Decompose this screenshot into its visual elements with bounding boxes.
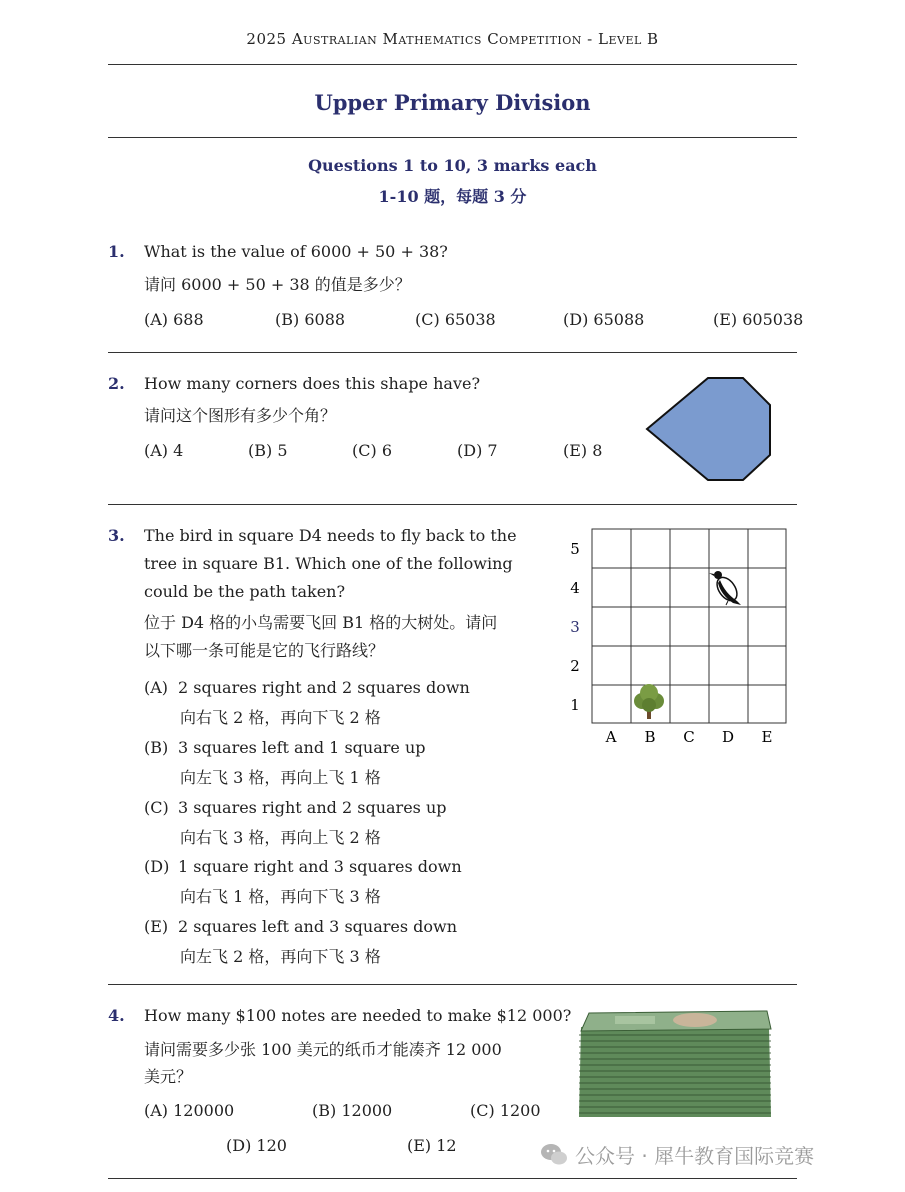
option-c-zh[interactable]: 向右飞 3 格，再向上飞 2 格 — [180, 828, 381, 847]
option-a[interactable]: (A) 4 — [144, 441, 184, 460]
option-a-zh[interactable]: 向右飞 2 格，再向下飞 2 格 — [180, 708, 381, 727]
option-c-en[interactable]: 3 squares right and 2 squares up — [178, 798, 447, 817]
option-c[interactable]: (C) 6 — [352, 441, 392, 460]
option-a-label[interactable]: (A) — [144, 678, 169, 697]
question-number: 3. — [108, 526, 125, 545]
option-a[interactable]: (A) 120000 — [144, 1101, 235, 1120]
option-b-zh[interactable]: 向左飞 3 格，再向上飞 1 格 — [180, 768, 381, 787]
option-e-en[interactable]: 2 squares left and 3 squares down — [178, 917, 458, 936]
option-e-zh[interactable]: 向左飞 2 格，再向下飞 3 格 — [180, 947, 381, 966]
watermark-text: 公众号 · 犀牛教育国际竞赛 — [575, 1143, 815, 1168]
question-text-zh: 请问这个图形有多少个角？ — [144, 406, 337, 425]
option-e[interactable]: (E) 605038 — [713, 310, 804, 329]
watermark — [539, 1140, 814, 1168]
bird-icon — [709, 571, 741, 605]
col-label-a: A — [605, 728, 617, 746]
grid-lines — [592, 529, 786, 723]
question-text-zh-line: 美元？ — [144, 1067, 193, 1086]
question-divider — [108, 1178, 797, 1179]
col-label-e: E — [761, 728, 773, 746]
question-number: 1. — [108, 242, 125, 261]
banknote-stack-image — [575, 1005, 775, 1125]
option-c[interactable]: (C) 65038 — [415, 310, 496, 329]
row-label-2: 2 — [570, 657, 580, 675]
question-number: 2. — [108, 374, 125, 393]
running-title: 2025 Australian Mathematics Competition - Level B — [246, 30, 659, 48]
option-b-en[interactable]: 3 squares left and 1 square up — [178, 738, 426, 757]
option-b[interactable]: (B) 12000 — [312, 1101, 393, 1120]
option-d[interactable]: (D) 120 — [226, 1136, 287, 1155]
option-e-label[interactable]: (E) — [144, 917, 169, 936]
option-a-en[interactable]: 2 squares right and 2 squares down — [178, 678, 470, 697]
option-d-label[interactable]: (D) — [144, 857, 170, 876]
row-label-5: 5 — [570, 540, 580, 558]
division-title: Upper Primary Division — [314, 90, 591, 115]
col-label-b: B — [644, 728, 656, 746]
tree-icon — [634, 684, 664, 719]
option-d[interactable]: (D) 65088 — [563, 310, 645, 329]
question-text-zh-line: 请问需要多少张 100 美元的纸币才能凑齐 12 000 — [144, 1040, 502, 1059]
row-label-4: 4 — [570, 579, 580, 597]
heptagon-shape — [640, 372, 780, 486]
question-text-zh-line: 位于 D4 格的小鸟需要飞回 B1 格的大树处。请问 — [144, 613, 498, 632]
option-e[interactable]: (E) 8 — [563, 441, 603, 460]
option-e[interactable]: (E) 12 — [407, 1136, 457, 1155]
question-text-zh-line: 以下哪一条可能是它的飞行路线？ — [144, 641, 385, 660]
question-divider — [108, 984, 797, 985]
question-text-en-line: The bird in square D4 needs to fly back to the — [144, 526, 517, 545]
wechat-icon — [539, 1141, 569, 1167]
questions-range-zh: 1-10 题，每题 3 分 — [378, 187, 527, 206]
question-text-en-line: tree in square B1. Which one of the following — [144, 554, 513, 573]
option-c[interactable]: (C) 1200 — [470, 1101, 541, 1120]
question-divider — [108, 352, 797, 353]
option-c-label[interactable]: (C) — [144, 798, 169, 817]
question-text-en: How many $100 notes are needed to make $12 000? — [144, 1006, 572, 1025]
question-text-en: What is the value of 6000 + 50 + 38? — [144, 242, 448, 261]
question-divider — [108, 504, 797, 505]
question-number: 4. — [108, 1006, 125, 1025]
option-d-zh[interactable]: 向右飞 1 格，再向下飞 3 格 — [180, 887, 381, 906]
question-text-en-line: could be the path taken? — [144, 582, 346, 601]
option-d-en[interactable]: 1 square right and 3 squares down — [178, 857, 462, 876]
question-text-en: How many corners does this shape have? — [144, 374, 481, 393]
option-b[interactable]: (B) 5 — [248, 441, 288, 460]
col-label-d: D — [721, 728, 735, 746]
division-rule — [108, 137, 797, 138]
option-b-label[interactable]: (B) — [144, 738, 169, 757]
header-rule — [108, 64, 797, 65]
option-a[interactable]: (A) 688 — [144, 310, 204, 329]
row-label-3: 3 — [570, 618, 580, 636]
col-label-c: C — [683, 728, 695, 746]
questions-range-en: Questions 1 to 10, 3 marks each — [308, 156, 597, 175]
row-label-1: 1 — [570, 696, 580, 714]
option-b[interactable]: (B) 6088 — [275, 310, 346, 329]
grid-figure — [565, 525, 795, 755]
option-d[interactable]: (D) 7 — [457, 441, 498, 460]
heptagon-polygon — [647, 378, 770, 480]
question-text-zh: 请问 6000 + 50 + 38 的值是多少？ — [144, 275, 411, 294]
